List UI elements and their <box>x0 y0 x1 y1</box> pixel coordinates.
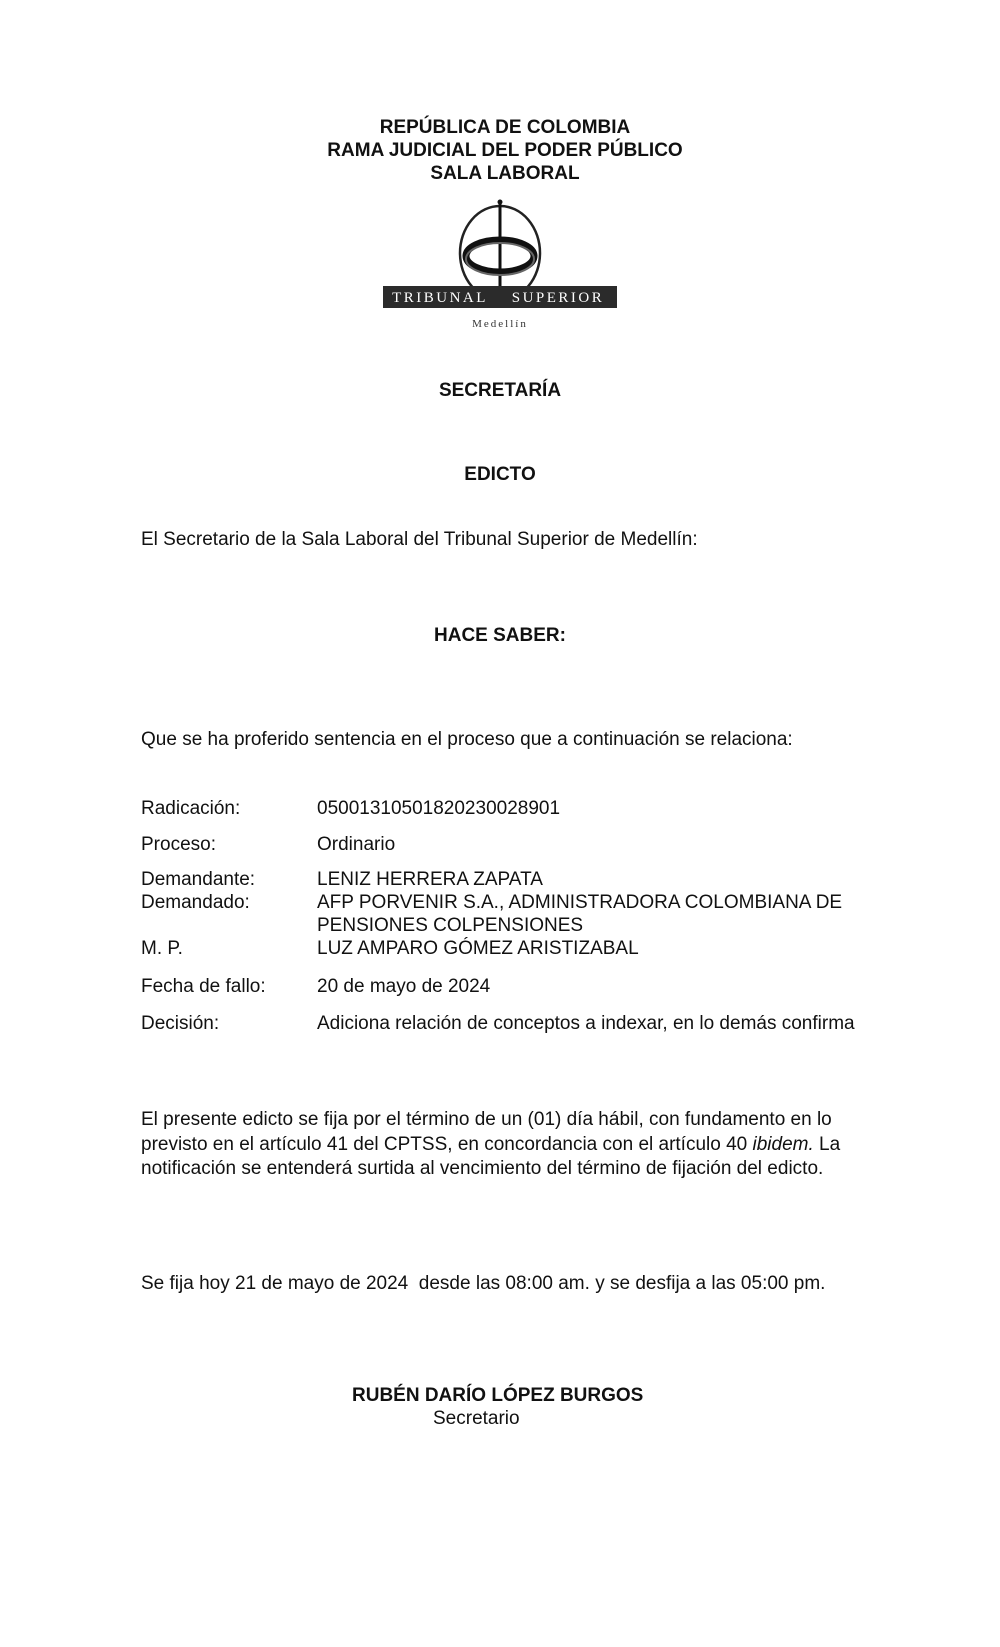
signature-name: RUBÉN DARÍO LÓPEZ BURGOS <box>352 1385 644 1406</box>
proceso-label: Proceso: <box>141 834 216 855</box>
mp-label: M. P. <box>141 938 183 959</box>
notice-part1: El presente edicto se fija por el término de un (01) día hábil, con fundamento en lo previsto en el artículo 41 del CPTSS, en concordancia con el artículo 40 <box>141 1109 832 1155</box>
notice-ibidem: ibidem. <box>752 1133 814 1155</box>
fixing-text: Se fija hoy 21 de mayo de 2024 desde las 08:00 am. y se desfija a las 05:00 pm. <box>141 1273 826 1294</box>
header-rama-judicial: RAMA JUDICIAL DEL PODER PÚBLICO <box>327 140 683 161</box>
demandante-label: Demandante: <box>141 869 256 890</box>
logo-word-tribunal: TRIBUNAL <box>392 290 488 306</box>
demandado-value: AFP PORVENIR S.A., ADMINISTRADORA COLOMBIANA DE PENSIONES COLPENSIONES <box>317 892 843 936</box>
notice-part2: La notificación se entenderá surtida al vencimiento del término de fijación del edicto. <box>141 1133 841 1179</box>
mp-value: LUZ AMPARO GÓMEZ ARISTIZABAL <box>317 938 639 959</box>
notice-paragraph <box>141 1108 881 1182</box>
hace-saber-heading: HACE SABER: <box>434 625 566 646</box>
proceso-value: Ordinario <box>317 834 396 855</box>
decision-label: Decisión: <box>141 1013 220 1034</box>
decision-value: Adiciona relación de conceptos a indexar, en lo demás confirma <box>317 1013 855 1034</box>
fecha-fallo-label: Fecha de fallo: <box>141 976 266 997</box>
fecha-fallo-value: 20 de mayo de 2024 <box>317 976 491 997</box>
logo-city: Medellín <box>472 318 528 330</box>
demandado-label: Demandado: <box>141 892 250 913</box>
tribunal-superior-logo <box>380 198 620 344</box>
demandante-value: LENIZ HERRERA ZAPATA <box>317 869 543 890</box>
edicto-title: EDICTO <box>464 464 536 485</box>
signature-role: Secretario <box>433 1408 520 1429</box>
secretaria-heading: SECRETARÍA <box>438 380 562 401</box>
radicacion-value: 05001310501820230028901 <box>317 798 561 819</box>
header-republica: REPÚBLICA DE COLOMBIA <box>379 117 631 138</box>
logo-word-superior: SUPERIOR <box>511 290 605 306</box>
intro-text: El Secretario de la Sala Laboral del Tribunal Superior de Medellín: <box>141 529 698 550</box>
lead-text: Que se ha proferido sentencia en el proceso que a continuación se relaciona: <box>141 729 793 750</box>
header-sala-laboral: SALA LABORAL <box>430 163 580 184</box>
radicacion-label: Radicación: <box>141 798 241 819</box>
